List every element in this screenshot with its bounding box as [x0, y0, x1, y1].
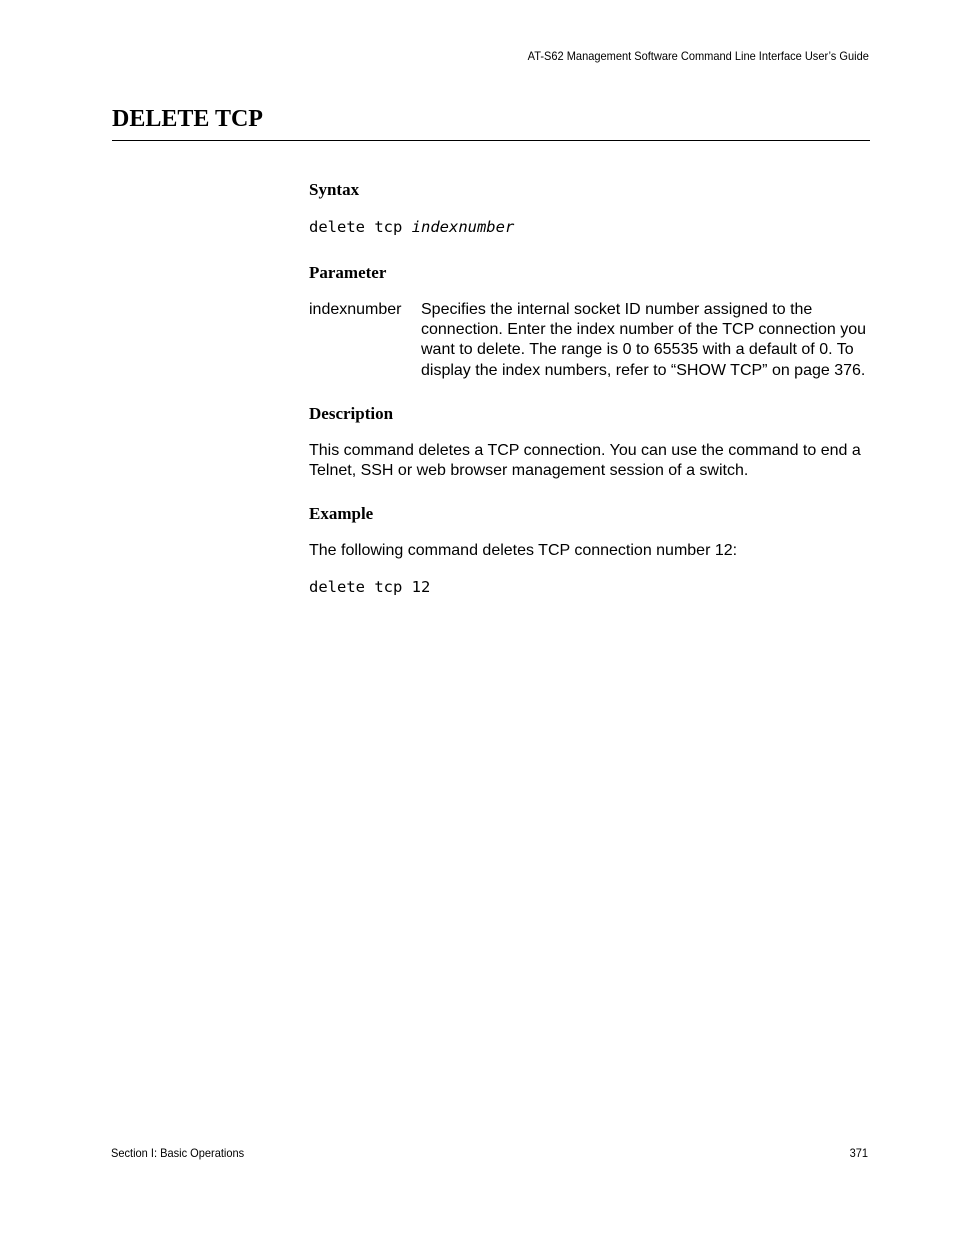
- example-heading: Example: [309, 504, 374, 524]
- content: [309, 180, 870, 623]
- example-text: The following command deletes TCP connection number 12:: [309, 542, 738, 560]
- footer-page-number: 371: [849, 1146, 868, 1160]
- parameter-name: indexnumber: [309, 301, 402, 318]
- page-title: DELETE TCP: [112, 106, 263, 132]
- syntax-heading: Syntax: [309, 180, 360, 199]
- description-heading: Description: [309, 403, 394, 423]
- parameter-heading: Parameter: [309, 263, 387, 282]
- example-command: delete tcp 12: [309, 578, 431, 597]
- title-rule: [112, 140, 870, 141]
- parameter-row: [309, 300, 870, 381]
- syntax-argument: indexnumber: [411, 218, 515, 236]
- footer-section: Section I: Basic Operations: [111, 1146, 245, 1160]
- syntax-command: [309, 217, 870, 237]
- description-text: This command deletes a TCP connection. You can use the command to end a Telnet, SSH or web browser management session of a switch.: [309, 441, 861, 480]
- parameter-description: Specifies the internal socket ID number assigned to the connection. Enter the index number of the TCP connection you want to delete. The range is 0 to 65535 with a default of 0. To display the index numbers, refer to “SHOW TCP” on page 376.: [421, 301, 867, 379]
- running-header: AT-S62 Management Software Command Line Interface User’s Guide: [527, 49, 869, 63]
- syntax-command-text: delete tcp: [309, 218, 412, 236]
